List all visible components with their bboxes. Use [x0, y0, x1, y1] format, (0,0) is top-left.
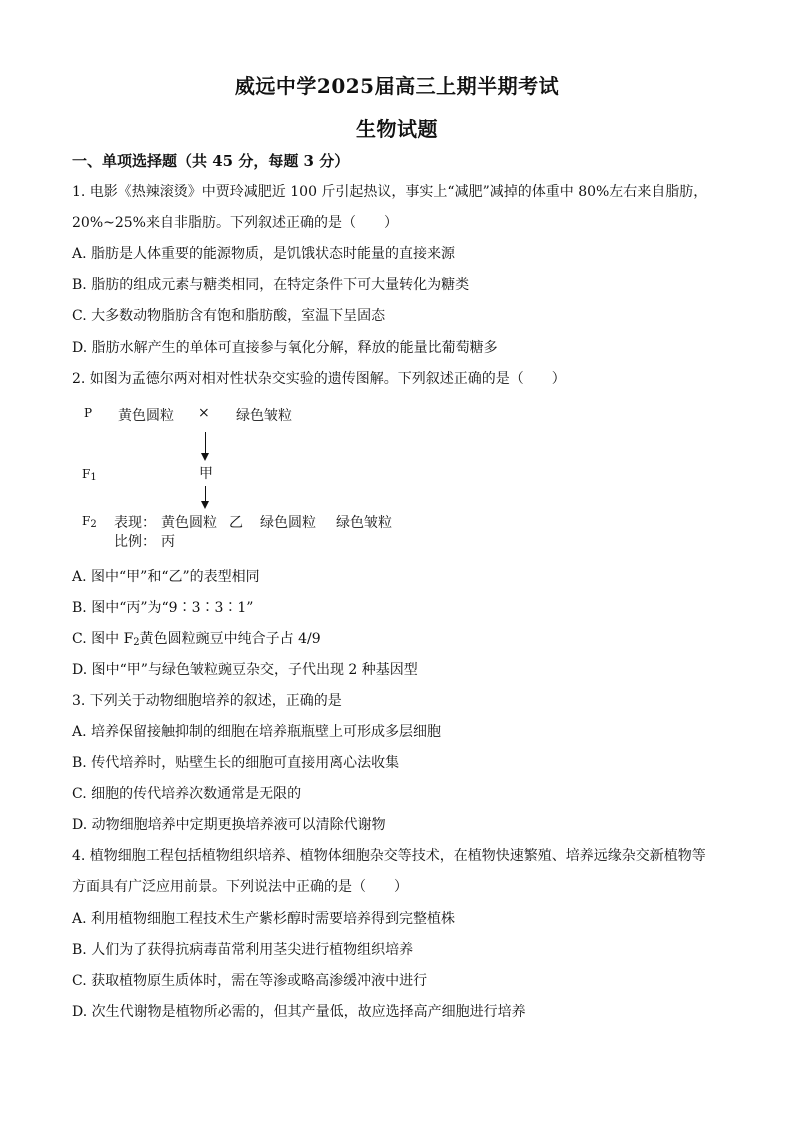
f2-phenotype-yellow-round: 黄色圆粒 [161, 515, 217, 531]
p-generation-label: P [84, 406, 93, 420]
q4-stem-line2: 方面具有广泛应用前景。下列说法中正确的是（ ） [72, 879, 408, 895]
q4-stem-line1: 4. 植物细胞工程包括植物组织培养、植物体细胞杂交等技术，在植物快速繁殖、培养远缘杂交新植物等 [72, 848, 706, 864]
cross-symbol: × [198, 405, 210, 421]
q2-option-c: C. 图中 $F_2$黄色圆粒豌豆中纯合子占 4/9 [72, 631, 321, 648]
q3-option-b: B. 传代培养时，贴壁生长的细胞可直接用离心法收集 [72, 755, 400, 771]
q4-option-b: B. 人们为了获得抗病毒苗常利用茎尖进行植物组织培养 [72, 942, 414, 958]
q1-option-b: B. 脂肪的组成元素与糖类相同，在特定条件下可大量转化为糖类 [72, 277, 470, 293]
p-parent-green-wrinkled: 绿色皱粒 [236, 408, 292, 424]
q2-option-b: B. 图中“丙”为“9∶3∶3∶1” [72, 600, 254, 616]
q4-option-a: A. 利用植物细胞工程技术生产紫杉醇时需要培养得到完整植株 [72, 911, 456, 927]
q1-stem-line2: 20%~25%来自非脂肪。下列叙述正确的是（ ） [72, 215, 398, 231]
f1-generation-label: $F_1$ [82, 467, 97, 483]
f1-offspring-jia: 甲 [199, 466, 213, 482]
f2-phenotype-green-wrinkled: 绿色皱粒 [336, 515, 392, 531]
q1-option-d: D. 脂肪水解产生的单体可直接参与氧化分解，释放的能量比葡萄糖多 [72, 340, 498, 356]
q3-option-c: C. 细胞的传代培养次数通常是无限的 [72, 786, 302, 802]
q3-option-a: A. 培养保留接触抑制的细胞在培养瓶瓶壁上可形成多层细胞 [72, 724, 442, 740]
arrow-p-to-f1 [205, 432, 206, 455]
q2-stem: 2. 如图为孟德尔两对相对性状杂交实验的遗传图解。下列叙述正确的是（ ） [72, 371, 566, 387]
arrow-p-to-f1-head [201, 453, 209, 461]
f2-ratio-bing: 丙 [161, 534, 175, 550]
p-parent-yellow-round: 黄色圆粒 [118, 408, 174, 424]
q1-stem-line1: 1. 电影《热辣滚烫》中贾玲减肥近 100 斤引起热议，事实上“减肥”减掉的体重中 80%左右来自脂肪， [72, 184, 708, 200]
q3-stem: 3. 下列关于动物细胞培养的叙述，正确的是 [72, 693, 342, 709]
f2-generation-label: $F_2$ [82, 514, 97, 530]
exam-subject: 生物试题 [356, 117, 438, 141]
arrow-f1-to-f2-head [201, 501, 209, 509]
q1-option-a: A. 脂肪是人体重要的能源物质，是饥饿状态时能量的直接来源 [72, 246, 456, 262]
q3-option-d: D. 动物细胞培养中定期更换培养液可以清除代谢物 [72, 817, 386, 833]
f2-phenotype-green-round: 绿色圆粒 [260, 515, 316, 531]
f2-ratio-label: 比例： [114, 534, 156, 550]
q1-option-c: C. 大多数动物脂肪含有饱和脂肪酸，室温下呈固态 [72, 308, 386, 324]
q4-option-c: C. 获取植物原生质体时，需在等渗或略高渗缓冲液中进行 [72, 973, 428, 989]
f2-phenotype-label: 表现： [114, 515, 156, 531]
section-heading: 一、单项选择题（共 45 分，每题 3 分） [72, 152, 350, 170]
f2-phenotype-yi: 乙 [229, 515, 243, 531]
exam-title: 威远中学2025届高三上期半期考试 [234, 74, 560, 98]
q2-option-d: D. 图中“甲”与绿色皱粒豌豆杂交，子代出现 2 种基因型 [72, 662, 418, 678]
q2-option-a: A. 图中“甲”和“乙”的表型相同 [72, 569, 260, 585]
q4-option-d: D. 次生代谢物是植物所必需的，但其产量低，故应选择高产细胞进行培养 [72, 1004, 526, 1020]
